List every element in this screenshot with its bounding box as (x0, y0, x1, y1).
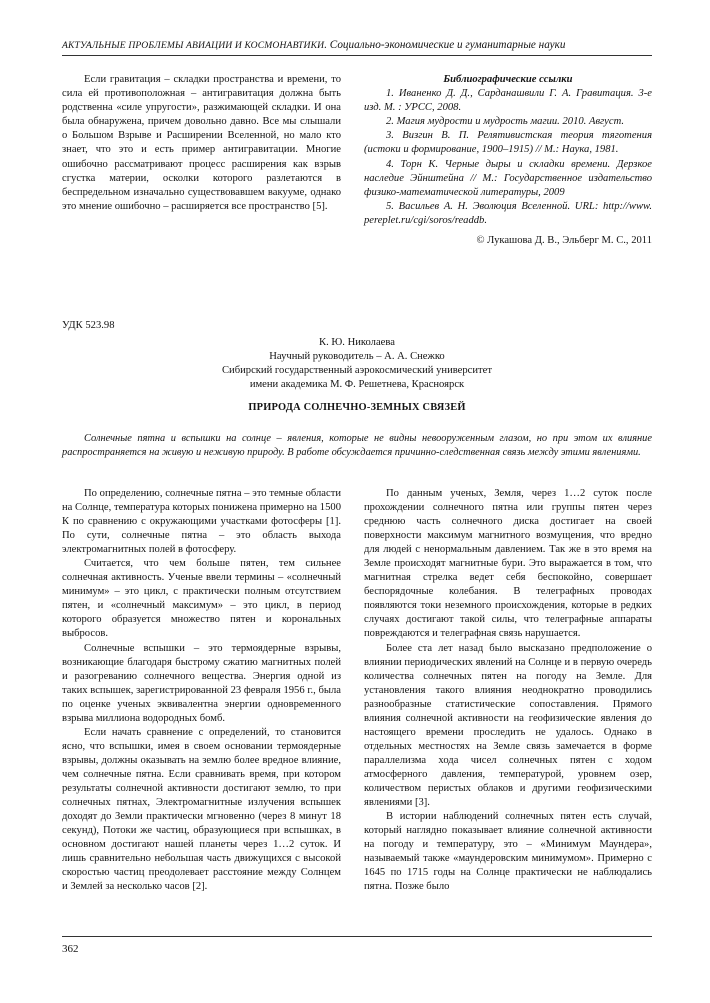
copyright-line: © Лукашова Д. В., Эльберг М. С., 2011 (476, 235, 652, 247)
top-left-column (62, 73, 341, 214)
running-header (62, 38, 652, 53)
university-named-line: имени академика М. Ф. Решетнева, Красноярск (249, 379, 465, 390)
bibliography-item: 3. Визгин В. П. Релятивистская теория тяготения (истоки и формирование, 1900–1915) // М.: Наука, 1981. (364, 130, 652, 156)
paragraph: В истории наблюдений солнечных пятен есть случай, который наглядно показывает влияние солнечной активности на погоду и температуру, это – «Минимум Маундера», называемый также «маундеровским минимумом». Примерно с 1645 по 1715 годы на Солнце практически не наблюдались пятна. Позже было (364, 811, 652, 893)
header-rule (62, 55, 652, 56)
paragraph: Считается, что чем больше пятен, тем сильнее солнечная активность. Ученые ввели термины – «солнечный минимум» – это цикл, с практически полным отсутствием пятен, и «солнечный максимум» – это цикл, в период которого образуется множество пятен и корональных выбросов. (62, 558, 341, 640)
paragraph: Солнечные вспышки – это термоядерные взрывы, возникающие благодаря быстрому сжатию магнитных полей и разогреванию солнечного вещества. Энергия одной из таких вспышек, зарегистрированной 23 февраля 1956 г., была по оценке ученых эквивалентна энергии одновременного взрыва миллиона водородных бомб. (62, 642, 341, 724)
bibliography-item: 5. Васильев А. Н. Эволюция Вселенной. URL: http://www. pereplet.ru/cgi/soros/readdb. (364, 200, 652, 226)
paragraph: По определению, солнечные пятна – это темные области на Солнце, температура которых понижена примерно на 1500 К по сравнению с окружающими участками фотосферы [1]. По сути, солнечные пятна – это область выхода электромагнитных полей в фотосферу. (62, 488, 341, 556)
article-title: ПРИРОДА СОЛНЕЧНО-ЗЕМНЫХ СВЯЗЕЙ (248, 402, 466, 413)
page-number: 362 (62, 943, 79, 955)
footer-rule (62, 936, 652, 937)
bibliography-item: 2. Магия мудрости и мудрость магии. 2010. Август. (386, 116, 625, 128)
bibliography-item: 4. Торн К. Черные дыры и складки времени. Дерзкое наследие Эйнштейна // М.: Государственное издательство физико-математической литературы, 2009 (364, 158, 652, 198)
journal-title-rest: . Социально-экономические и гуманитарные науки (324, 39, 566, 51)
paragraph: Если начать сравнение с определений, то становится ясно, что вспышки, имея в своем основании термоядерные взрывы, должны оказывать на землю более вредное влияние, чем солнечные пятна. Если сравнивать время, при котором результаты солнечной активности достигают землю, то при солнечных пятнах, Электромагнитные излучения вспышек доходят до Земли практически мгновенно (через 8 минут 18 секунд), Потоки же частиц, образующиеся при вспышках, в основном достигают нашей планеты через 1…2 суток. И лишь сравнительно небольшая часть движущихся с высокой скоростью частиц преодолевает расстояние между Солнцем и Землей за несколько часов [2]. (62, 726, 341, 893)
journal-title-caps: АКТУАЛЬНЫЕ ПРОБЛЕМЫ АВИАЦИИ И КОСМОНАВТИКИ (62, 40, 325, 51)
university-line: Сибирский государственный аэрокосмический университет (221, 365, 493, 376)
bibliography-list (364, 87, 652, 228)
udk-code: УДК 523.98 (62, 320, 115, 331)
bibliography-section (364, 73, 652, 248)
paragraph: По данным ученых, Земля, через 1…2 суток после прохождении солнечного пятна или группы пятен через среднюю часть солнечного диска достигает на своей поверхности максимум магнитного возмущения, что вредно для людей с ненормальным давлением. Так же в это время на Земле происходят магнитные бури. Это выражается в том, что магнитная стрелка ведет себя беспокойно, совершает беспорядочные колебания. В телеграфных проводах появляются токи неземного происхождения, которые в редких случаях достигают такой силы, что телеграфные аппараты повреждаются и телеграфная связь нарушается. (364, 488, 652, 640)
supervisor-line: Научный руководитель – А. А. Снежко (269, 351, 445, 362)
abstract: Солнечные пятна и вспышки на солнце – явления, которые не видны невооруженным глазом, но при этом их влияние распространяется на живую и неживую природу. В работе обсуждается причинно-следственная связь между этими явлениями. (62, 433, 652, 458)
body-right-column (364, 487, 652, 894)
bibliography-title: Библиографические ссылки (443, 74, 573, 85)
bibliography-item: 1. Иваненко Д. Д., Сарданашвили Г. А. Гравитация. 3-е изд. М. : УРСС, 2008. (364, 88, 652, 114)
author-name: К. Ю. Николаева (319, 337, 395, 348)
body-left-column (62, 487, 341, 894)
paragraph: Если гравитация – складки пространства и времени, то сила ей противоположная – антигравитация должна быть родственна «силе упругости», разжимающей складки. И она была обнаружена, причем довольно давно. Все мы слышали о Большом Взрыве и Расширении Вселенной, но мало кто знает, что это и есть пример антигравитации. Многие ошибочно рассматривают процесс расширения как взрыв сгустка материи, осколки которого разлетаются в беспредельном изначально существовавшем вакууме, однако это мнение ошибочно – расширяется все пространство [5]. (62, 74, 341, 212)
article-byline (62, 336, 652, 392)
paragraph: Более ста лет назад было высказано предположение о влиянии периодических явлений на Солнце и в первую очередь количества солнечных пятен на погоду на Земле. Для установления такого влияния неоднократно проводились разнообразные статистические сопоставления. Прямого влияния солнечной активности на геофизические явления до настоящего времени проследить не удалось. Однако в отдельных местностях на Земле связь замечается в форме параллелизма хода чисел солнечных пятен с ходом атмосферного давления, температурой, уровнем озер, количеством перистых облаков и другими геофизическими явлениями [3]. (364, 642, 652, 809)
